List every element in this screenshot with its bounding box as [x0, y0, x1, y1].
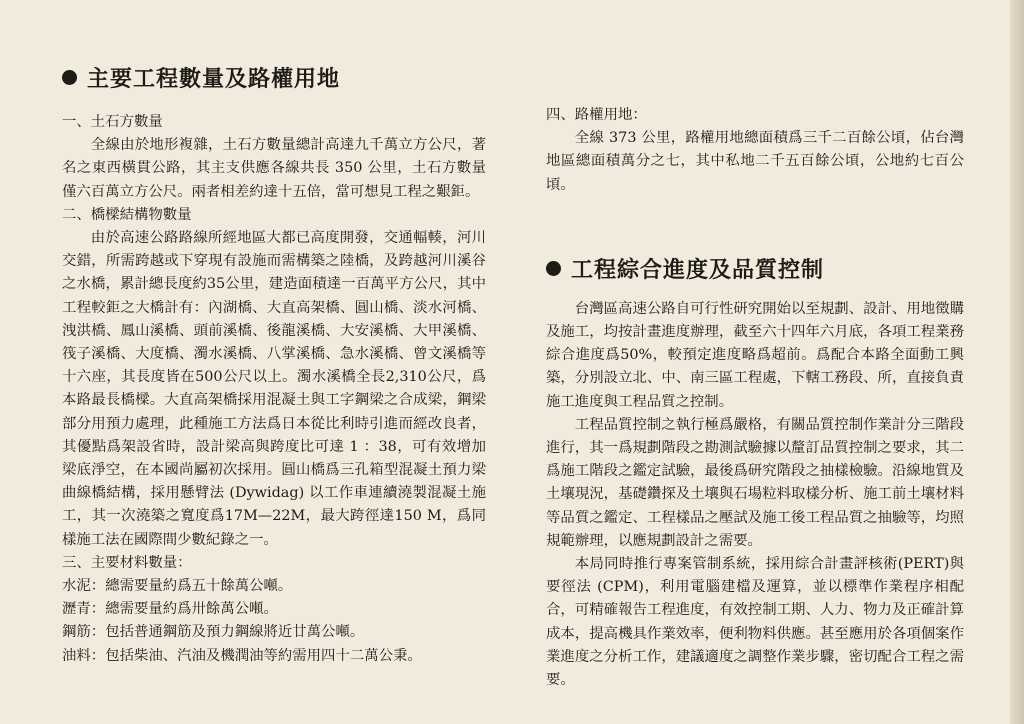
section-title-materials: 三、主要材料數量： [62, 554, 192, 571]
right-column [546, 0, 964, 692]
heading-text: 主要工程數量及路權用地 [87, 67, 341, 92]
list-item [62, 575, 486, 598]
material-text: 包括普通鋼筋及預力鋼線將近廿萬公噸。 [105, 624, 365, 641]
section-title-bridges: 二、橋樑結構物數量 [62, 206, 192, 223]
section-title-right-of-way: 四、路權用地： [546, 107, 647, 123]
left-column [62, 0, 486, 668]
quality-control-paragraph: 工程品質控制之執行極爲嚴格，有關品質控制作業計分三階段進行，其一爲規劃階段之勘測試驗據以釐訂品質控制之要求，其二爲施工階段之鑑定試驗，最後爲研究階段之抽樣檢驗。沿線地質及土壤現況，基礎鑽探及土壤與石場粒料取樣分析、施工前土壤材料等品質之鑑定、工程樣品之壓試及施工後工程品質之抽驗等，均照規範辦理，以應規劃設計之需要。 [546, 416, 964, 549]
earthwork-paragraph: 全線由於地形複雜，土石方數量總計高達九千萬立方公尺，著名之東西橫貫公路，其主支供應各線共長 350 公里，土石方數量僅六百萬立方公尺。兩者相差約達十五倍，當可想見工程之艱鉅。 [62, 137, 486, 200]
material-label: 瀝青： [62, 601, 106, 618]
page-spine [1010, 0, 1024, 724]
material-text: 總需要量約爲五十餘萬公噸。 [105, 578, 293, 595]
progress-body [546, 298, 964, 692]
project-management-paragraph: 本局同時推行專案管制系統，採用綜合計畫評核術(PERT)與要徑法 (CPM)，利用電腦建檔及運算，並以標準作業程序相配合，可精確報告工程進度，有效控制工期、人力、物力及正確計算成本，提高機具作業效率，便利物料供應。甚至應用於各項個案作業進度之分析工作，建議適度之調整作業步驟，密切配合工程之需要。 [546, 556, 964, 689]
list-item [62, 621, 486, 644]
bullet-icon [62, 70, 77, 85]
section-heading-progress-quality [546, 253, 964, 284]
list-item [62, 645, 486, 668]
material-text: 總需要量約爲卅餘萬公噸。 [105, 601, 278, 618]
material-label: 鋼筋： [62, 624, 106, 641]
section-heading-quantities [62, 62, 486, 93]
quantities-body [62, 111, 486, 668]
list-item [62, 598, 486, 621]
material-label: 水泥： [62, 578, 106, 595]
material-label: 油料： [62, 647, 106, 664]
section-title-earthwork: 一、土石方數量 [62, 114, 163, 130]
bullet-icon [546, 261, 561, 276]
progress-paragraph: 台灣區高速公路自可行性研究開始以至規劃、設計、用地徵購及施工，均按計畫進度辦理，截至六十四年六月底，各項工程業務綜合進度爲50%，較預定進度略爲超前。爲配合本路全面動工興築，分別設立北、中、南三區工程處，下轄工務段、所，直接負責施工進度與工程品質之控制。 [546, 300, 964, 410]
right-of-way-paragraph: 全線 373 公里，路權用地總面積爲三千二百餘公頃，佔台灣地區總面積萬分之七，其中私地二千五百餘公頃，公地約七百公頃。 [546, 130, 964, 193]
right-of-way-body [546, 104, 964, 197]
heading-text: 工程綜合進度及品質控制 [571, 257, 825, 283]
materials-list [62, 575, 486, 668]
material-text: 包括柴油、汽油及機潤油等約需用四十二萬公秉。 [105, 647, 422, 664]
bridges-paragraph: 由於高速公路路線所經地區大都已高度開發，交通輻輳，河川交錯，所需跨越或下穿現有設施而需構築之陸橋，及跨越河川溪谷之水橋，累計總長度約35公里，建造面積達一百萬平方公尺，其中工程較鉅之大橋計有：內湖橋、大直高架橋、圓山橋、淡水河橋、洩洪橋、鳳山溪橋、頭前溪橋、後龍溪橋、大安溪橋、大甲溪橋、筏子溪橋、大度橋、濁水溪橋、八掌溪橋、急水溪橋、曾文溪橋等十六座，其長度皆在500公尺以上。濁水溪橋全長2,310公尺，爲本路最長橋樑。大直高架橋採用混凝土與工字鋼梁之合成梁，鋼梁部分用預力處理，此種施工方法爲日本從比利時引進而經改良者，其優點爲架設省時，設計梁高與跨度比可達 1 ：38，可有效增加梁底淨空，在本國尚屬初次採用。圓山橋爲三孔箱型混凝土預力梁曲線橋結構，採用懸臂法 (Dywidag) 以工作車連續澆製混凝土施工，其一次澆築之寬度爲17M—22M，最大跨徑達150 M，爲同樣施工法在國際間少數紀錄之一。 [62, 230, 486, 548]
